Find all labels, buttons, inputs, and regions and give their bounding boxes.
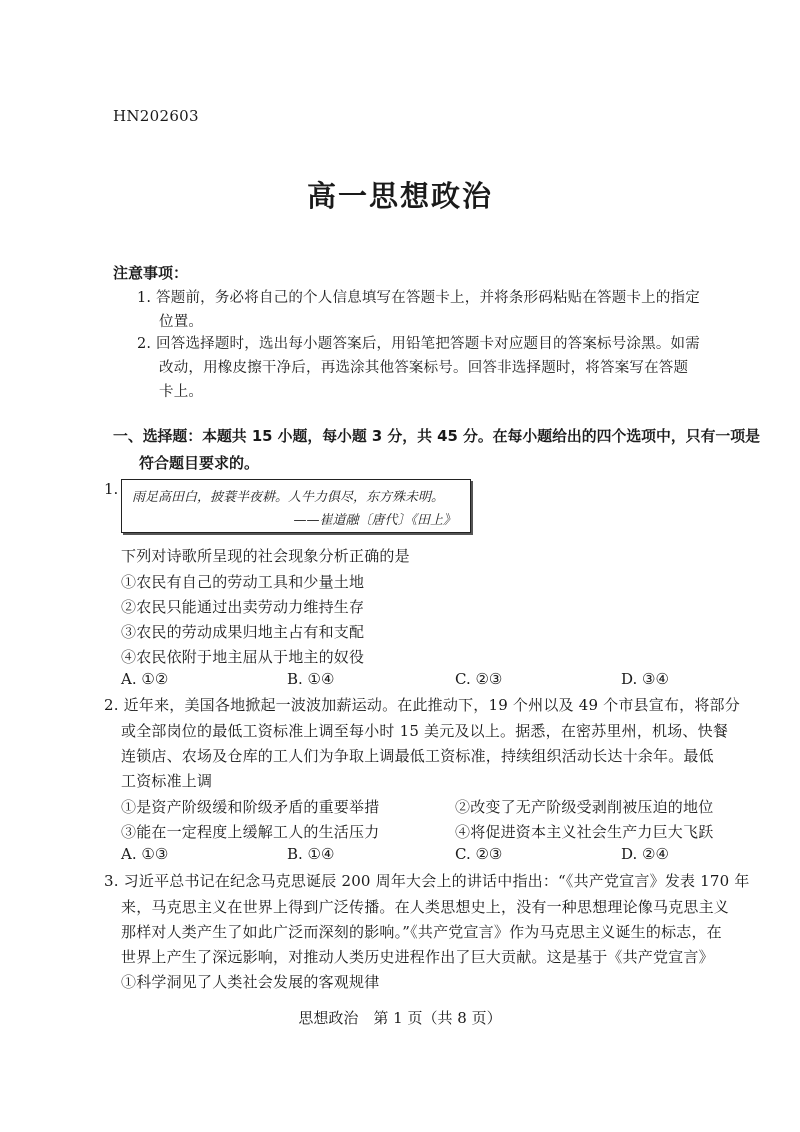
question-item: ①是资产阶级缓和阶级矛盾的重要举措 [121, 798, 380, 816]
notice-heading: 注意事项： [113, 264, 189, 282]
question-item: ②改变了无产阶级受剥削被压迫的地位 [455, 798, 714, 816]
question-text: 来，马克思主义在世界上得到广泛传播。在人类思想史上，没有一种思想理论像马克思主义 [121, 898, 730, 916]
option-c: C. ②③ [455, 845, 503, 863]
notice-item: 1. 答题前，务必将自己的个人信息填写在答题卡上，并将条形码粘贴在答题卡上的指定 [137, 290, 700, 306]
poem-text: 雨足高田白，披蓑半夜耕。人牛力俱尽，东方殊未明。 [132, 490, 445, 505]
poem-source: ——崔道融〔唐代〕《田上》 [293, 513, 456, 528]
notice-item: 位置。 [159, 314, 204, 330]
poem-box [121, 479, 471, 533]
question-text: 工资标准上调 [121, 772, 213, 790]
question-text: 2. 近年来，美国各地掀起一波波加薪运动。在此推动下，19 个州以及 49 个市县宣布，将部分 [104, 696, 740, 714]
section-heading: 一、选择题：本题共 15 小题，每小题 3 分，共 45 分。在每小题给出的四个选项中，只有一项是 [113, 427, 760, 445]
question-item: ①农民有自己的劳动工具和少量土地 [121, 573, 365, 591]
option-d: D. ③④ [621, 670, 669, 688]
page-title: 高一思想政治 [306, 179, 493, 213]
question-text: 连锁店、农场及仓库的工人们为争取上调最低工资标准，持续组织活动长达十余年。最低 [121, 747, 714, 765]
question-item: ②农民只能通过出卖劳动力维持生存 [121, 598, 365, 616]
option-b: B. ①④ [287, 670, 335, 688]
option-d: D. ②④ [621, 845, 669, 863]
notice-item: 改动，用橡皮擦干净后，再选涂其他答案标号。回答非选择题时，将答案写在答题 [159, 360, 689, 376]
question-item: ④农民依附于地主屈从于地主的奴役 [121, 648, 365, 666]
question-text: 世界上产生了深远影响，对推动人类历史进程作出了巨大贡献。这是基于《共产党宣言》 [121, 948, 714, 966]
option-b: B. ①④ [287, 845, 335, 863]
option-c: C. ②③ [455, 670, 503, 688]
question-item: ①科学洞见了人类社会发展的客观规律 [121, 973, 380, 991]
question-item: ③能在一定程度上缓解工人的生活压力 [121, 823, 380, 841]
option-a: A. ①③ [121, 845, 169, 863]
question-text: 3. 习近平总书记在纪念马克思诞辰 200 周年大会上的讲话中指出：“《共产党宣言》发表 170 年 [104, 872, 750, 890]
question-text: 或全部岗位的最低工资标准上调至每小时 15 美元及以上。据悉，在密苏里州，机场、快餐 [121, 722, 729, 740]
notice-item: 卡上。 [159, 384, 204, 400]
notice-item: 2. 回答选择题时，选出每小题答案后，用铅笔把答题卡对应题目的答案标号涂黑。如需 [137, 336, 700, 352]
page-footer: 思想政治 第 1 页（共 8 页） [298, 1009, 502, 1027]
question-item: ③农民的劳动成果归地主占有和支配 [121, 623, 365, 641]
question-item: ④将促进资本主义社会生产力巨大飞跃 [455, 823, 714, 841]
option-a: A. ①② [121, 670, 169, 688]
question-text: 那样对人类产生了如此广泛而深刻的影响。”《共产党宣言》作为马克思主义诞生的标志，在 [121, 923, 722, 941]
section-heading-cont: 符合题目要求的。 [139, 454, 260, 472]
question-number: 1. [104, 480, 119, 498]
exam-code: HN202603 [113, 107, 199, 125]
question-stem: 下列对诗歌所呈现的社会现象分析正确的是 [121, 547, 410, 565]
